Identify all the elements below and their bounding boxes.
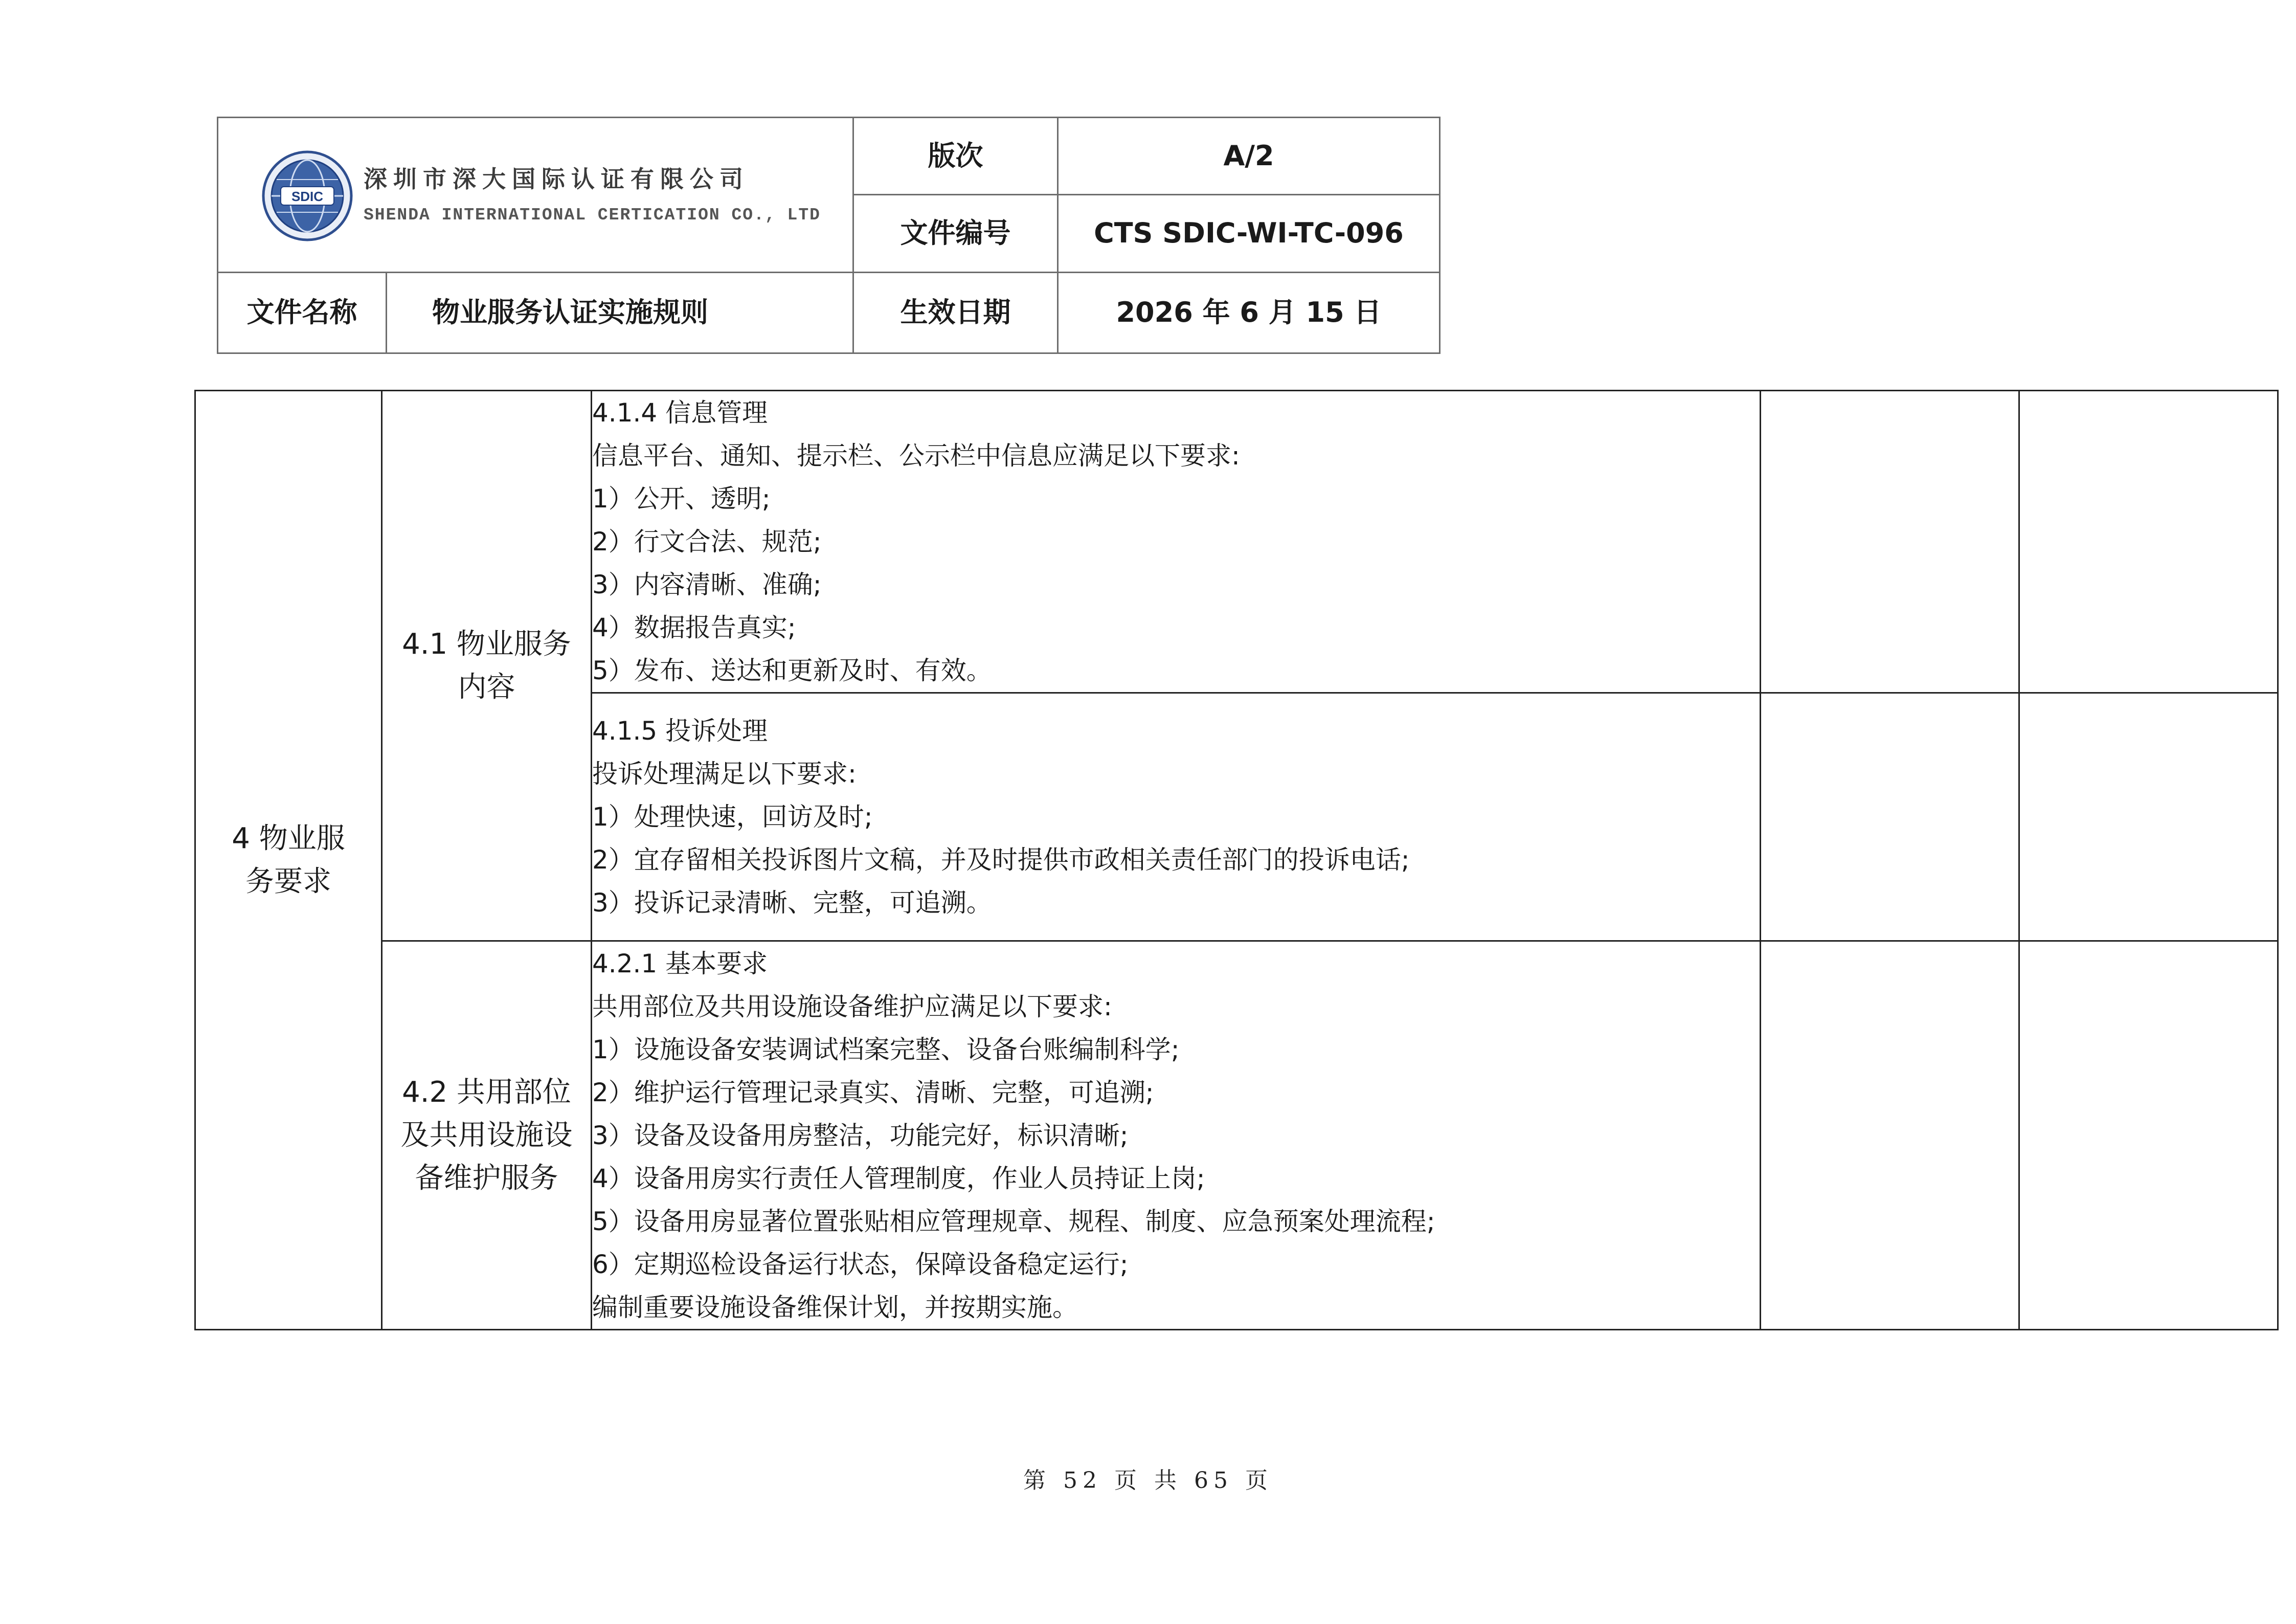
table-row — [195, 941, 2278, 1330]
list-item: 4）设备用房实行责任人管理制度，作业人员持证上岗; — [592, 1163, 1205, 1193]
subcategory-label: 4.1 物业服务内容 — [402, 627, 571, 704]
version-label: 版次 — [853, 118, 1058, 195]
list-item: 1）设施设备安装调试档案完整、设备台账编制科学; — [592, 1034, 1180, 1064]
requirement-content-cell — [592, 693, 1761, 941]
subcategory-label: 4.2 共用部位及共用设施设备维护服务 — [400, 1075, 573, 1195]
list-item: 1）处理快速，回访及时; — [592, 802, 873, 832]
empty-cell — [2019, 391, 2278, 693]
category-label: 4 物业服务要求 — [232, 821, 345, 898]
table-row — [195, 391, 2278, 693]
empty-cell — [2019, 693, 2278, 941]
list-item: 6）定期巡检设备运行状态，保障设备稳定运行; — [592, 1249, 1129, 1279]
empty-cell — [2019, 941, 2278, 1330]
list-item: 2）行文合法、规范; — [592, 527, 822, 557]
company-name-en: SHENDA INTERNATIONAL CERTICATION CO., LTD — [364, 206, 821, 225]
page-number: 第 52 页 共 65 页 — [1023, 1467, 1273, 1494]
clause-intro: 共用部位及共用设施设备维护应满足以下要求: — [592, 991, 1112, 1021]
clause-title: 4.2.1 基本要求 — [592, 948, 768, 978]
list-item: 1）公开、透明; — [592, 484, 771, 514]
clause-title: 4.1.4 信息管理 — [592, 398, 768, 428]
doc-number-label: 文件编号 — [853, 195, 1058, 273]
list-item: 3）内容清晰、准确; — [592, 570, 822, 599]
document-header — [217, 117, 1440, 354]
effective-date-value: 2026 年 6 月 15 日 — [1058, 273, 1440, 353]
doc-name-label: 文件名称 — [218, 273, 387, 353]
list-item: 3）投诉记录清晰、完整，可追溯。 — [592, 888, 992, 918]
doc-name-value: 物业服务认证实施规则 — [387, 273, 853, 353]
list-item: 2）维护运行管理记录真实、清晰、完整，可追溯; — [592, 1077, 1154, 1107]
list-item: 5）发布、送达和更新及时、有效。 — [592, 656, 992, 685]
clause-title: 4.1.5 投诉处理 — [592, 716, 768, 746]
category-cell — [195, 391, 382, 1330]
globe-emblem-icon — [261, 150, 353, 242]
list-item: 编制重要设施设备维保计划，并按期实施。 — [592, 1292, 1078, 1322]
list-item: 3）设备及设备用房整洁，功能完好，标识清晰; — [592, 1120, 1129, 1150]
effective-date-label: 生效日期 — [853, 273, 1058, 353]
doc-number-value: CTS SDIC-WI-TC-096 — [1058, 195, 1440, 273]
list-item: 4）数据报告真实; — [592, 613, 796, 642]
company-logo — [261, 150, 849, 242]
company-logo-cell — [218, 118, 853, 273]
version-value: A/2 — [1058, 118, 1440, 195]
empty-cell — [1761, 693, 2019, 941]
requirements-table — [194, 390, 2279, 1330]
company-name-cn: 深圳市深大国际认证有限公司 — [364, 165, 749, 193]
requirement-content-cell — [592, 391, 1761, 693]
empty-cell — [1761, 941, 2019, 1330]
svg-text:SDIC: SDIC — [291, 189, 324, 204]
clause-intro: 投诉处理满足以下要求: — [592, 759, 857, 789]
subcategory-cell — [382, 941, 592, 1330]
list-item: 2）宜存留相关投诉图片文稿，并及时提供市政相关责任部门的投诉电话; — [592, 845, 1410, 875]
requirement-content-cell — [592, 941, 1761, 1330]
subcategory-cell — [382, 391, 592, 941]
list-item: 5）设备用房显著位置张贴相应管理规章、规程、制度、应急预案处理流程; — [592, 1206, 1435, 1236]
clause-intro: 信息平台、通知、提示栏、公示栏中信息应满足以下要求: — [592, 441, 1240, 471]
empty-cell — [1761, 391, 2019, 693]
